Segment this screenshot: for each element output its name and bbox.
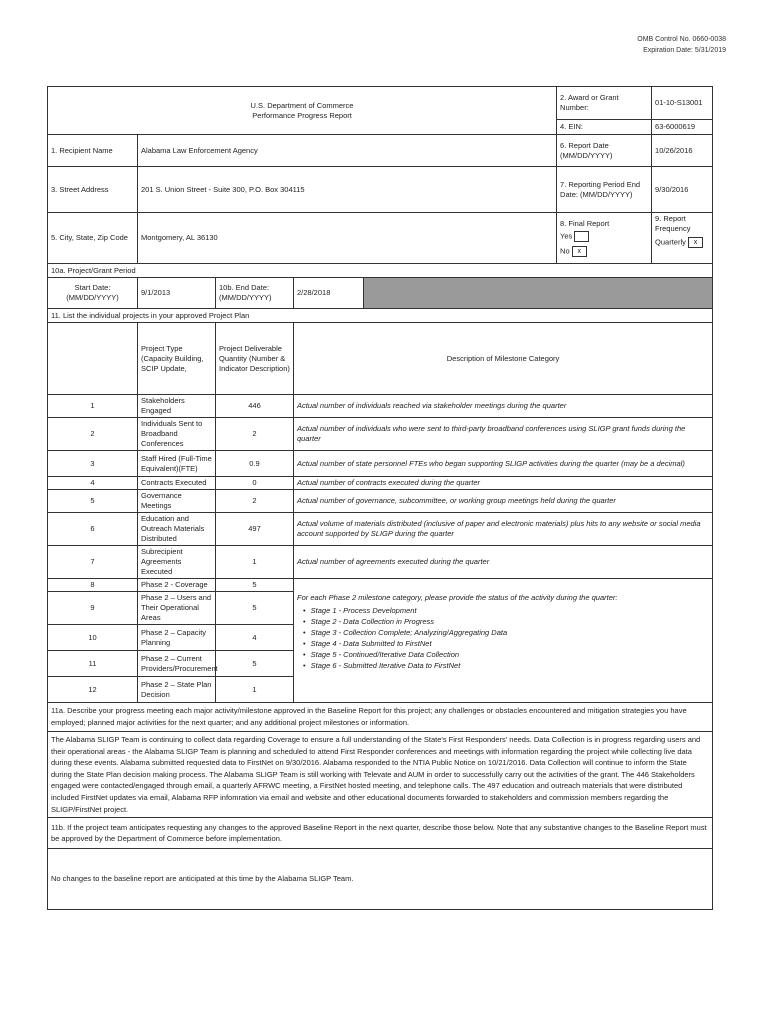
projects-label: 11. List the individual projects in your approved Project Plan [48, 309, 713, 323]
project-number: 7 [48, 546, 138, 579]
end-date-label: 10b. End Date: (MM/DD/YYYY) [216, 278, 294, 309]
phase-number: 8 [48, 579, 138, 592]
ein-label: 4. EIN: [557, 120, 652, 135]
report-date-value: 10/26/2016 [652, 135, 713, 167]
start-date-label: Start Date: (MM/DD/YYYY) [48, 278, 138, 309]
report-frequency-cell [652, 213, 713, 264]
city-state-zip-value: Montgomery, AL 36130 [138, 213, 557, 264]
stage-item: • Stage 1 - Process Development [303, 605, 709, 616]
q11a-label: 11a. Describe your progress meeting each major activity/milestone approved in the Baseline Report for this project; any challenges or obstacles encountered and mitigation strategies you have employed; planned major activities for the next quarter; and any additional project milestones or information. [48, 703, 713, 732]
project-row [48, 395, 713, 418]
stage-item: • Stage 2 - Data Collection in Progress [303, 616, 709, 627]
project-number: 1 [48, 395, 138, 418]
phase-type: Phase 2 - Coverage [138, 579, 216, 592]
grant-period-label: 10a. Project/Grant Period [48, 264, 713, 278]
stage-item: • Stage 6 - Submitted Iterative Data to FirstNet [303, 660, 709, 671]
final-report-cell [557, 213, 652, 264]
project-row [48, 451, 713, 477]
recipient-name-value: Alabama Law Enforcement Agency [138, 135, 557, 167]
period-end-value: 9/30/2016 [652, 167, 713, 213]
final-report-no-checkbox[interactable]: x [572, 246, 587, 257]
phase-number: 9 [48, 592, 138, 625]
project-number: 6 [48, 513, 138, 546]
project-number: 2 [48, 418, 138, 451]
milestone-description: Actual number of individuals reached via stakeholder meetings during the quarter [294, 395, 713, 418]
stage-item: • Stage 4 - Data Submitted to FirstNet [303, 638, 709, 649]
city-state-zip-label: 5. City, State, Zip Code [48, 213, 138, 264]
omb-info [637, 34, 726, 56]
phase-quantity: 4 [216, 625, 294, 651]
period-end-label: 7. Reporting Period End Date: (MM/DD/YYYY) [557, 167, 652, 213]
milestone-description: Actual volume of materials distributed (inclusive of paper and electronic materials) plus hits to any website or social media account supported by SLIGP during the quarter [294, 513, 713, 546]
phase-number: 10 [48, 625, 138, 651]
stage-list [303, 605, 709, 671]
project-quantity: 2 [216, 418, 294, 451]
project-type: Individuals Sent to Broadband Conferences [138, 418, 216, 451]
project-type: Governance Meetings [138, 490, 216, 513]
project-quantity: 2 [216, 490, 294, 513]
milestone-description: Actual number of state personnel FTEs who began supporting SLIGP activities during the quarter (may be a decimal) [294, 451, 713, 477]
project-rows [48, 395, 713, 579]
phase-type: Phase 2 – Current Providers/Procurement [138, 651, 216, 677]
final-report-label: 8. Final Report [560, 219, 610, 228]
project-quantity: 0.9 [216, 451, 294, 477]
form-table-main [47, 86, 713, 910]
project-row [48, 546, 713, 579]
stage-item: • Stage 5 - Continued/Iterative Data Collection [303, 649, 709, 660]
phase-number: 12 [48, 677, 138, 703]
project-type: Stakeholders Engaged [138, 395, 216, 418]
phase-type: Phase 2 – State Plan Decision [138, 677, 216, 703]
award-number-label: 2. Award or Grant Number: [557, 87, 652, 120]
final-report-yes-label: Yes [560, 231, 573, 241]
recipient-name-label: 1. Recipient Name [48, 135, 138, 167]
milestone-description: Actual number of contracts executed during the quarter [294, 477, 713, 490]
street-address-value: 201 S. Union Street - Suite 300, P.O. Box 304115 [138, 167, 557, 213]
final-report-no-label: No [560, 246, 570, 256]
phase-type: Phase 2 – Capacity Planning [138, 625, 216, 651]
project-type: Subrecipient Agreements Executed [138, 546, 216, 579]
phase-rows [48, 579, 713, 703]
project-type: Education and Outreach Materials Distributed [138, 513, 216, 546]
project-row [48, 490, 713, 513]
q11b-answer: No changes to the baseline report are anticipated at this time by the Alabama SLIGP Team. [48, 849, 713, 910]
report-frequency-checkbox[interactable]: x [688, 237, 703, 248]
q11b-label: 11b. If the project team anticipates requesting any changes to the approved Baseline Report in the next quarter, describe those below. Note that any substantive changes to the Baseline Report must be approved by the Department of Commerce before implementation. [48, 818, 713, 849]
project-row [48, 418, 713, 451]
report-frequency-value: Quarterly [655, 237, 686, 247]
report-title-text: Performance Progress Report [252, 110, 352, 120]
street-address-label: 3. Street Address [48, 167, 138, 213]
ein-value: 63-6000619 [652, 120, 713, 135]
stage-item: • Stage 3 - Collection Complete; Analyzing/Aggregating Data [303, 627, 709, 638]
phase-status-description: For each Phase 2 milestone category, please provide the status of the activity during the quarter: [297, 593, 618, 602]
deliverable-quantity-header: Project Deliverable Quantity (Number & Indicator Description) [216, 323, 294, 395]
phase-row [48, 579, 713, 592]
shaded-area [364, 278, 713, 309]
project-row [48, 513, 713, 546]
project-number: 3 [48, 451, 138, 477]
start-date-value: 9/1/2013 [138, 278, 216, 309]
project-number: 4 [48, 477, 138, 490]
project-quantity: 497 [216, 513, 294, 546]
project-type: Contracts Executed [138, 477, 216, 490]
milestone-description-header: Description of Milestone Category [294, 323, 713, 395]
phase-type: Phase 2 – Users and Their Operational Areas [138, 592, 216, 625]
department-name-text: U.S. Department of Commerce [250, 100, 354, 110]
final-report-yes-checkbox[interactable] [574, 231, 589, 242]
project-number: 5 [48, 490, 138, 513]
project-quantity: 0 [216, 477, 294, 490]
project-row [48, 477, 713, 490]
project-quantity: 446 [216, 395, 294, 418]
phase-quantity: 5 [216, 592, 294, 625]
phase-quantity: 5 [216, 579, 294, 592]
num-column-header [48, 323, 138, 395]
milestone-description: Actual number of agreements executed during the quarter [294, 546, 713, 579]
milestone-description: Actual number of individuals who were sent to third-party broadband conferences using SLIGP grant funds during the quarter [294, 418, 713, 451]
phase-quantity: 5 [216, 651, 294, 677]
project-type: Staff Hired (Full-Time Equivalent)(FTE) [138, 451, 216, 477]
project-quantity: 1 [216, 546, 294, 579]
omb-expiration-date: Expiration Date: 5/31/2019 [643, 47, 726, 54]
report-date-label: 6. Report Date (MM/DD/YYYY) [557, 135, 652, 167]
phase-status-cell [294, 579, 713, 703]
phase-quantity: 1 [216, 677, 294, 703]
report-frequency-label: 9. Report Frequency [655, 214, 691, 233]
omb-control-number: OMB Control No. 0660-0038 [637, 36, 726, 43]
milestone-description: Actual number of governance, subcommittee, or working group meetings held during the quarter [294, 490, 713, 513]
award-number-value: 01-10-S13001 [652, 87, 713, 120]
project-type-header: Project Type (Capacity Building, SCIP Update, [138, 323, 216, 395]
q11a-answer: The Alabama SLIGP Team is continuing to collect data regarding Coverage to ensure a full understanding of the State's First Responders' needs. Data Collection is in progress regarding users and their operational areas - the Alabama SLIGP Team is planning and scheduled to attend First Responder conferences and meetings with information regarding the project while collecting live data during these events. Alabama submitted requested data to FirstNet on 9/30/2016. Alabama responded to the NTIA Public Notice on 10/21/2016. Data Collection will continue to inform the State during the State Plan decision making process. The Alabama SLIGP Team is still working with Televate and AUM in order to successfully carry out the activities of the grant. The 446 Stakeholders engaged were contacted/engaged through email, a quarterly AFRWC meeting, a FirstNet hosted meeting, and telephone calls. The 497 education and outreach materials that were distributed included FirstNet updates via email, Alabama RFP infomration via email and website and other educational documents forwarded to stakeholders and commission members regarding the SLIGP/FirstNet project. [48, 732, 713, 818]
report-header-cell [48, 87, 557, 135]
performance-progress-report-form [47, 86, 712, 910]
end-date-value: 2/28/2018 [294, 278, 364, 309]
phase-number: 11 [48, 651, 138, 677]
